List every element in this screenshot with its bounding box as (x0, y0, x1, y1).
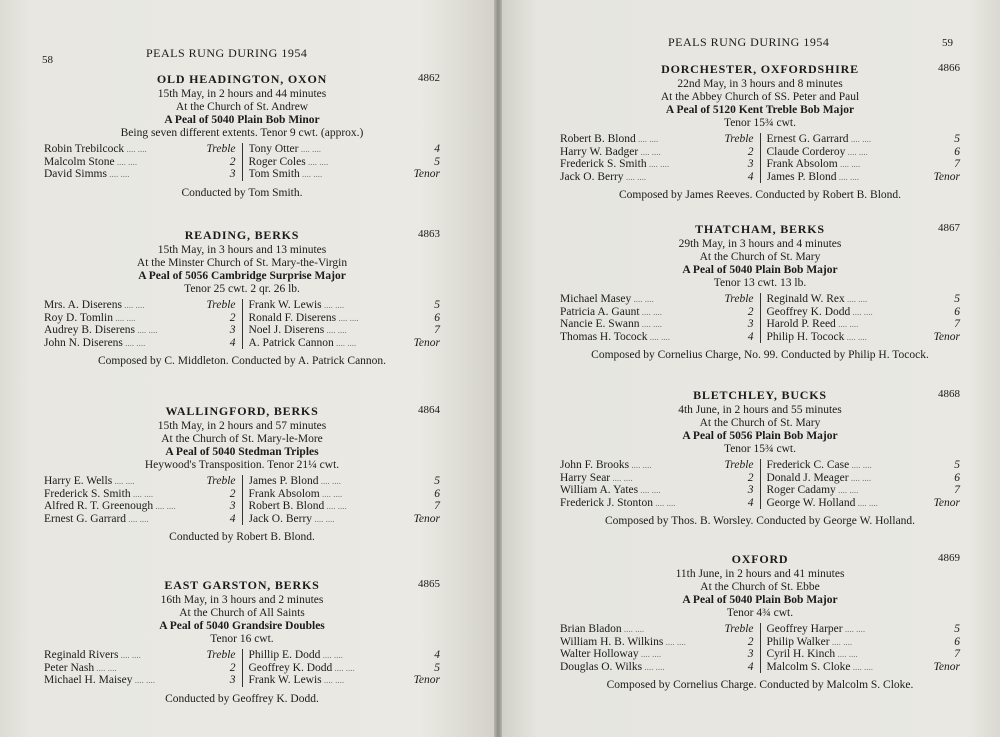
ringer-bell: 3 (747, 648, 754, 660)
ringer-row (767, 661, 961, 674)
ringer-name: Malcolm S. Cloke .... (767, 661, 915, 674)
peal-title: A Peal of 5056 Cambridge Surprise Major (138, 270, 346, 282)
ringer-bell: Treble (724, 133, 754, 145)
ringer-name: Ronald F. Diserens .... (249, 312, 395, 325)
ringer-name: Audrey B. Diserens .... (44, 324, 190, 337)
page-number: 59 (942, 37, 953, 49)
peal-detail: At the Church of St. Ebbe (700, 581, 820, 593)
ringer-bell: 4 (747, 660, 754, 673)
ringer-band (44, 299, 440, 349)
ringer-name: Frederick C. Case .... (767, 459, 915, 472)
ringer-band (44, 143, 440, 181)
running-head: PEALS RUNG DURING 1954 (146, 46, 308, 60)
ringers-right (761, 623, 961, 673)
peal-tenor: Tenor 16 cwt. (210, 633, 274, 645)
ringer-bell: 7 (954, 484, 960, 496)
ringer-bell: 4 (434, 143, 440, 155)
peal-number: 4867 (938, 222, 960, 234)
ringer-row (44, 324, 236, 337)
ringer-name: Donald J. Meager .... (767, 472, 915, 485)
peal-place: THATCHAM, BERKS (695, 222, 825, 236)
peal-title: A Peal of 5040 Grandsire Doubles (159, 620, 325, 632)
peal-place: DORCHESTER, OXFORDSHIRE (661, 62, 859, 76)
ringers-left (560, 293, 761, 343)
ringer-row (249, 299, 441, 312)
ringer-row (767, 636, 961, 649)
ringer-name: Claude Corderoy .... (767, 146, 915, 159)
peal-number: 4864 (418, 404, 440, 416)
ringer-bell: 5 (954, 623, 960, 635)
peal-place: READING, BERKS (184, 228, 300, 242)
peal-tenor: Tenor 13 cwt. 13 lb. (713, 277, 807, 289)
ringer-row (249, 674, 441, 687)
ringer-bell: Tenor (933, 330, 960, 343)
ringer-bell: 6 (434, 487, 440, 500)
peal-entry (44, 404, 440, 543)
page-number: 58 (42, 54, 53, 66)
ringer-name: Reginald Rivers .... (44, 649, 190, 662)
ringer-row (249, 662, 441, 675)
ringer-row (767, 648, 961, 661)
ringer-bell: 3 (747, 318, 754, 330)
ringer-row (560, 331, 754, 344)
peal-place: EAST GARSTON, BERKS (164, 578, 320, 592)
peal-number: 4869 (938, 552, 960, 564)
ringer-row (767, 497, 961, 510)
ringers-left (44, 143, 243, 181)
ringer-name: Nancie E. Swann .... (560, 318, 708, 331)
ringer-bell: 5 (434, 155, 440, 168)
ringer-row (560, 306, 754, 319)
ringer-bell: Treble (206, 475, 236, 487)
ringer-name: James P. Blond .... (249, 475, 395, 488)
ringer-row (249, 500, 441, 513)
ringer-name: Ernest G. Garrard .... (44, 513, 190, 526)
ringer-name: Frank Absolom .... (767, 158, 915, 171)
peal-conductor: Composed by Cornelius Charge. Conducted by Malcolm S. Cloke. (606, 679, 914, 691)
peal-detail: At the Church of St. Mary (699, 417, 821, 429)
ringer-row (249, 168, 441, 181)
peal-detail: At the Church of St. Mary-le-More (161, 433, 323, 445)
ringer-band (44, 649, 440, 687)
ringer-name: Ernest G. Garrard .... (767, 133, 915, 146)
ringer-row (767, 171, 961, 184)
peal-conductor: Conducted by Robert B. Blond. (169, 531, 315, 543)
ringer-row (767, 484, 961, 497)
peal-entry (560, 388, 960, 527)
ringer-bell: 2 (747, 635, 754, 648)
peal-detail: 15th May, in 2 hours and 44 minutes (157, 88, 327, 100)
ringer-row (560, 171, 754, 184)
peal-number: 4866 (938, 62, 960, 74)
ringer-name: Alfred R. T. Greenough .... (44, 500, 190, 513)
ringer-row (767, 623, 961, 636)
ringer-name: Frank Absolom .... (249, 488, 395, 501)
peal-number: 4862 (418, 72, 440, 84)
ringers-right (243, 299, 441, 349)
peal-entry (44, 228, 440, 367)
ringer-name: Jack O. Berry .... (560, 171, 708, 184)
ringer-row (767, 133, 961, 146)
ringer-bell: 7 (954, 158, 960, 170)
ringer-name: Reginald W. Rex .... (767, 293, 915, 306)
ringers-right (761, 459, 961, 509)
ringer-row (44, 143, 236, 156)
ringer-bell: Tenor (413, 512, 440, 525)
ringer-bell: Tenor (933, 660, 960, 673)
ringer-bell: 4 (747, 496, 754, 509)
peal-title: A Peal of 5120 Kent Treble Bob Major (665, 104, 855, 116)
ringer-row (44, 299, 236, 312)
ringers-left (44, 475, 243, 525)
ringer-name: A. Patrick Cannon .... (249, 337, 395, 350)
ringer-bell: 2 (747, 145, 754, 158)
ringers-left (44, 299, 243, 349)
ringer-name: Patricia A. Gaunt .... (560, 306, 708, 319)
ringer-bell: 7 (434, 324, 440, 336)
ringer-name: Michael Masey .... (560, 293, 708, 306)
peal-tenor: Tenor 25 cwt. 2 qr. 26 lb. (184, 283, 300, 295)
ringer-name: Walter Holloway .... (560, 648, 708, 661)
ringer-bell: 3 (747, 158, 754, 170)
ringer-bell: Treble (206, 143, 236, 155)
peal-place: OLD HEADINGTON, OXON (156, 72, 328, 86)
ringer-bell: 3 (229, 168, 236, 180)
ringer-name: Brian Bladon .... (560, 623, 708, 636)
ringer-bell: Tenor (933, 496, 960, 509)
peal-detail: 4th June, in 2 hours and 55 minutes (678, 404, 842, 416)
ringer-bell: 2 (229, 311, 236, 324)
ringer-name: Cyril H. Kinch .... (767, 648, 915, 661)
ringer-bell: Tenor (413, 674, 440, 686)
ringer-bell: 2 (747, 305, 754, 318)
ringer-row (560, 459, 754, 472)
ringer-name: Malcolm Stone .... (44, 156, 190, 169)
ringer-row (767, 331, 961, 344)
right-page (498, 0, 1000, 737)
ringer-bell: 6 (954, 635, 960, 648)
peal-header (560, 222, 960, 238)
ringers-right (243, 475, 441, 525)
ringer-bell: 3 (747, 484, 754, 496)
ringer-row (767, 158, 961, 171)
ringer-name: Tom Smith .... (249, 168, 395, 181)
ringer-name: Mrs. A. Diserens .... (44, 299, 190, 312)
ringer-row (44, 168, 236, 181)
ringer-name: Roger Cadamy .... (767, 484, 915, 497)
ringer-row (560, 636, 754, 649)
ringer-bell: 2 (747, 471, 754, 484)
ringer-bell: Tenor (413, 336, 440, 349)
ringer-name: Harry E. Wells .... (44, 475, 190, 488)
peal-entry (44, 578, 440, 705)
peal-detail: At the Abbey Church of SS. Peter and Paul (660, 91, 860, 103)
ringer-band (560, 459, 960, 509)
ringer-row (249, 488, 441, 501)
ringer-bell: Tenor (933, 170, 960, 183)
peal-detail: 22nd May, in 3 hours and 8 minutes (677, 78, 843, 90)
ringer-row (767, 459, 961, 472)
ringer-name: Geoffrey K. Dodd .... (767, 306, 915, 319)
peal-conductor: Conducted by Tom Smith. (181, 186, 303, 199)
ringer-bell: Treble (724, 623, 754, 635)
peal-header (44, 228, 440, 244)
peal-header (560, 552, 960, 568)
ringer-bell: 6 (954, 145, 960, 158)
ringer-row (560, 484, 754, 497)
running-head: PEALS RUNG DURING 1954 (668, 35, 830, 49)
peal-title: A Peal of 5040 Stedman Triples (165, 446, 319, 458)
left-page (0, 0, 496, 737)
ringer-name: Geoffrey K. Dodd .... (249, 662, 395, 675)
ringer-name: Philip H. Tocock .... (767, 331, 915, 344)
ringer-bell: 4 (434, 649, 440, 661)
ringer-row (249, 324, 441, 337)
book-gutter (494, 0, 502, 737)
peal-entry (560, 552, 960, 691)
ringer-row (44, 513, 236, 526)
ringer-name: Frederick S. Smith .... (44, 488, 190, 501)
ringer-name: Geoffrey Harper .... (767, 623, 915, 636)
peal-detail: At the Minster Church of St. Mary-the-Virgin (136, 257, 348, 269)
ringers-right (243, 649, 441, 687)
ringer-bell: 4 (747, 170, 754, 183)
peal-tenor: Tenor 15¾ cwt. (723, 443, 796, 455)
ringer-name: John N. Diserens .... (44, 337, 190, 350)
ringer-bell: Tenor (413, 168, 440, 180)
ringer-bell: 3 (229, 674, 236, 686)
ringer-name: Frederick S. Smith .... (560, 158, 708, 171)
ringer-name: Roger Coles .... (249, 156, 395, 169)
ringer-name: Frank W. Lewis .... (249, 299, 395, 312)
ringer-name: Robin Trebilcock .... (44, 143, 190, 156)
ringer-row (560, 293, 754, 306)
ringer-bell: 3 (229, 500, 236, 512)
ringer-row (44, 475, 236, 488)
ringer-bell: 4 (229, 512, 236, 525)
peal-detail: 15th May, in 2 hours and 57 minutes (157, 420, 327, 432)
peal-header (44, 404, 440, 420)
peal-entry (560, 62, 960, 201)
peal-tenor: Heywood's Transposition. Tenor 21¼ cwt. (144, 459, 340, 471)
ringer-row (44, 662, 236, 675)
ringer-band (44, 475, 440, 525)
ringer-row (560, 146, 754, 159)
ringer-name: Harry Sear .... (560, 472, 708, 485)
ringer-name: Jack O. Berry .... (249, 513, 395, 526)
ringer-row (560, 623, 754, 636)
peal-conductor: Composed by Cornelius Charge, No. 99. Conducted by Philip H. Tocock. (591, 349, 929, 361)
ringer-band (560, 293, 960, 343)
ringer-row (560, 133, 754, 146)
ringer-row (560, 472, 754, 485)
ringer-name: David Simms .... (44, 168, 190, 181)
peal-number: 4863 (418, 228, 440, 240)
ringer-name: Frank W. Lewis .... (249, 674, 395, 687)
peal-header (560, 388, 960, 404)
peal-entry (44, 72, 440, 199)
ringer-bell: 7 (954, 648, 960, 660)
ringer-row (249, 312, 441, 325)
peal-header (560, 62, 960, 78)
ringer-bell: 5 (434, 661, 440, 674)
ringers-right (243, 143, 441, 181)
ringer-row (44, 337, 236, 350)
ringer-bell: 6 (954, 305, 960, 318)
ringer-band (560, 133, 960, 183)
peal-title: A Peal of 5040 Plain Bob Minor (164, 114, 320, 126)
peal-detail: At the Church of St. Andrew (175, 101, 309, 113)
ringer-row (767, 318, 961, 331)
peal-detail: 29th May, in 3 hours and 4 minutes (678, 238, 842, 250)
ringer-name: Tony Otter .... (249, 143, 395, 156)
ringer-row (249, 649, 441, 662)
peal-detail: 15th May, in 3 hours and 13 minutes (157, 244, 327, 256)
ringer-band (560, 623, 960, 673)
ringers-right (761, 133, 961, 183)
peal-tenor: Tenor 4¾ cwt. (726, 607, 794, 619)
ringer-bell: 5 (954, 459, 960, 471)
ringer-row (560, 648, 754, 661)
ringer-bell: 2 (229, 661, 236, 674)
ringer-name: Michael H. Maisey .... (44, 674, 190, 687)
ringer-name: William H. B. Wilkins .... (560, 636, 708, 649)
ringer-name: Roy D. Tomlin .... (44, 312, 190, 325)
peal-detail: At the Church of St. Mary (699, 251, 821, 263)
ringer-row (560, 497, 754, 510)
peal-title: A Peal of 5040 Plain Bob Major (682, 594, 838, 606)
peal-conductor: Conducted by Geoffrey K. Dodd. (165, 692, 319, 705)
peal-place: WALLINGFORD, BERKS (165, 404, 319, 418)
ringer-row (249, 513, 441, 526)
peal-place: OXFORD (731, 552, 789, 566)
ringer-bell: 3 (229, 324, 236, 336)
ringer-row (249, 143, 441, 156)
ringer-row (767, 146, 961, 159)
ringer-name: Robert B. Blond .... (560, 133, 708, 146)
ringer-bell: 7 (434, 500, 440, 512)
ringer-name: William A. Yates .... (560, 484, 708, 497)
ringer-row (249, 156, 441, 169)
ringer-row (560, 661, 754, 674)
ringer-bell: 5 (954, 133, 960, 145)
ringer-bell: 4 (229, 336, 236, 349)
ringers-left (44, 649, 243, 687)
peal-conductor: Composed by Thos. B. Worsley. Conducted by George W. Holland. (604, 515, 916, 527)
peal-header (44, 72, 440, 88)
ringer-bell: 2 (229, 155, 236, 168)
peal-tenor: Being seven different extents. Tenor 9 cwt. (approx.) (120, 127, 364, 139)
ringer-bell: 6 (434, 311, 440, 324)
ringer-name: Noel J. Diserens .... (249, 324, 395, 337)
ringer-bell: 6 (954, 471, 960, 484)
ringer-row (44, 674, 236, 687)
ringer-bell: 5 (434, 299, 440, 311)
ringer-bell: Treble (206, 649, 236, 661)
ringer-row (767, 472, 961, 485)
peal-tenor: Tenor 15¾ cwt. (723, 117, 796, 129)
ringer-name: Thomas H. Tocock .... (560, 331, 708, 344)
ringer-name: George W. Holland .... (767, 497, 915, 510)
ringer-name: Philip Walker .... (767, 636, 915, 649)
peal-conductor: Composed by James Reeves. Conducted by Robert B. Blond. (618, 189, 902, 201)
peal-header (44, 578, 440, 594)
ringer-name: Robert B. Blond .... (249, 500, 395, 513)
ringers-left (560, 623, 761, 673)
ringer-row (767, 306, 961, 319)
peal-detail: At the Church of All Saints (179, 607, 305, 619)
peal-conductor: Composed by C. Middleton. Conducted by A. Patrick Cannon. (97, 355, 387, 367)
ringer-bell: Treble (724, 459, 754, 471)
ringer-row (249, 475, 441, 488)
peal-number: 4868 (938, 388, 960, 400)
peal-entry (560, 222, 960, 361)
ringer-row (560, 318, 754, 331)
ringer-bell: 7 (954, 318, 960, 330)
ringer-bell: 4 (747, 330, 754, 343)
ringer-bell: Treble (206, 299, 236, 311)
ringer-row (44, 312, 236, 325)
ringer-name: John F. Brooks .... (560, 459, 708, 472)
ringer-row (560, 158, 754, 171)
ringer-row (44, 488, 236, 501)
ringer-row (44, 649, 236, 662)
ringer-name: James P. Blond .... (767, 171, 915, 184)
peal-number: 4865 (418, 578, 440, 590)
ringers-left (560, 133, 761, 183)
ringers-right (761, 293, 961, 343)
ringer-bell: Treble (724, 293, 754, 305)
ringer-row (249, 337, 441, 350)
ringer-name: Phillip E. Dodd .... (249, 649, 395, 662)
ringer-name: Harold P. Reed .... (767, 318, 915, 331)
peal-title: A Peal of 5040 Plain Bob Major (682, 264, 838, 276)
peal-detail: 11th June, in 2 hours and 41 minutes (675, 568, 845, 580)
ringer-row (44, 500, 236, 513)
ringer-name: Douglas O. Wilks .... (560, 661, 708, 674)
peal-place: BLETCHLEY, BUCKS (693, 388, 827, 402)
ringer-bell: 2 (229, 487, 236, 500)
ringer-name: Peter Nash .... (44, 662, 190, 675)
ringer-name: Frederick J. Stonton .... (560, 497, 708, 510)
ringer-row (767, 293, 961, 306)
peal-title: A Peal of 5056 Plain Bob Major (682, 430, 838, 442)
ringer-name: Harry W. Badger .... (560, 146, 708, 159)
ringer-row (44, 156, 236, 169)
peal-detail: 16th May, in 3 hours and 2 minutes (160, 594, 324, 606)
ringer-bell: 5 (954, 293, 960, 305)
ringer-bell: 5 (434, 475, 440, 487)
ringers-left (560, 459, 761, 509)
